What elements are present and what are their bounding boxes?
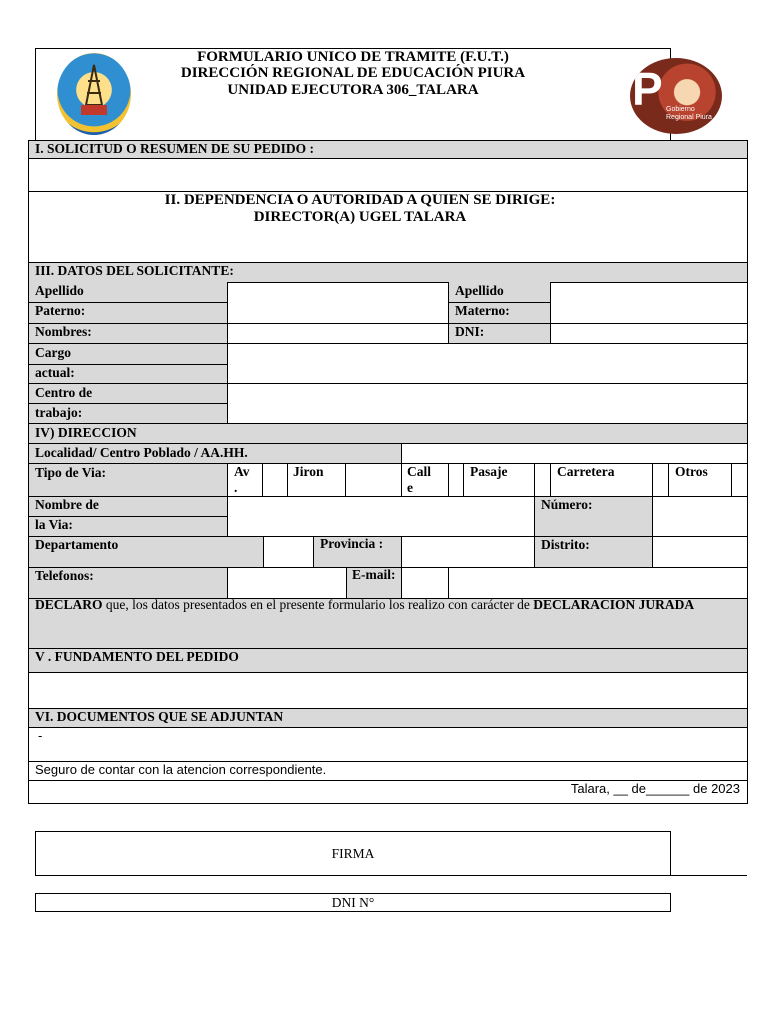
documentos-field[interactable] [28, 727, 748, 762]
dni-signature-label: DNI N° [331, 895, 375, 910]
tower-icon [57, 53, 131, 135]
label-centro-1: Centro de [35, 385, 93, 400]
label-nombres-text: Nombres: [35, 324, 92, 339]
label-apellido-materno-1: Apellido [455, 283, 504, 298]
nombres-field[interactable] [227, 323, 449, 344]
provincia-field[interactable] [401, 536, 535, 568]
label-telefonos-text: Telefonos: [35, 568, 94, 583]
pasaje-checkbox[interactable] [534, 463, 551, 497]
form-title: FORMULARIO UNICO DE TRAMITE (F.U.T.) [197, 49, 509, 65]
numero-field[interactable] [652, 496, 748, 537]
firma-label: FIRMA [331, 846, 375, 861]
apellido-paterno-field[interactable] [227, 282, 449, 324]
label-centro-2: trabajo: [35, 405, 83, 420]
label-numero-text: Número: [541, 497, 593, 512]
label-carretera: Carretera [557, 464, 615, 479]
label-dni-text: DNI: [455, 324, 485, 339]
declaration-bold-1: DECLARO [35, 597, 103, 612]
label-pasaje: Pasaje [470, 464, 508, 479]
departamento-field[interactable] [263, 536, 314, 568]
apellido-materno-field[interactable] [550, 282, 748, 324]
section-1-title: I. SOLICITUD O RESUMEN DE SU PEDIDO : [35, 141, 315, 156]
declaration-bold-2: DECLARACION JURADA [533, 597, 695, 612]
section-1-input[interactable] [28, 158, 748, 192]
calle-checkbox[interactable] [448, 463, 464, 497]
label-distrito-text: Distrito: [541, 537, 590, 552]
section-5-title: V . FUNDAMENTO DEL PEDIDO [35, 649, 239, 664]
declaration-text [35, 597, 741, 613]
section-6-title: VI. DOCUMENTOS QUE SE ADJUNTAN [35, 709, 284, 724]
label-jiron: Jiron [293, 464, 324, 479]
section-3-title: III. DATOS DEL SOLICITANTE: [35, 263, 234, 278]
logo-letter: P [632, 63, 663, 115]
label-provincia-text: Provincia : [320, 536, 384, 551]
closing-text: Seguro de contar con la atencion correspondiente. [35, 762, 327, 777]
localidad-field[interactable] [401, 443, 748, 464]
label-email-text: E-mail: [352, 567, 396, 582]
carretera-checkbox[interactable] [652, 463, 669, 497]
label-tipo-via-text: Tipo de Via: [35, 465, 107, 480]
documento-item: - [38, 728, 43, 743]
label-apellido-paterno-2: Paterno: [35, 303, 86, 318]
av-checkbox[interactable] [262, 463, 288, 497]
label-nombre-via-1: Nombre de [35, 497, 99, 512]
section-2-title: II. DEPENDENCIA O AUTORIDAD A QUIEN SE DIRIGE: [164, 192, 556, 208]
label-apellido-paterno-1: Apellido [35, 283, 84, 298]
form-subtitle: DIRECCIÓN REGIONAL DE EDUCACIÓN PIURA [180, 65, 526, 81]
label-av: Av . [234, 464, 250, 495]
label-otros: Otros [675, 464, 708, 479]
centro-field[interactable] [227, 383, 748, 424]
label-nombre-via-2: la Via: [35, 517, 73, 532]
ugel-logo [57, 53, 131, 135]
email-field-2[interactable] [448, 567, 748, 599]
gobierno-regional-logo [630, 58, 722, 134]
label-cargo-2: actual: [35, 365, 75, 380]
otros-checkbox[interactable] [731, 463, 748, 497]
jiron-checkbox[interactable] [345, 463, 402, 497]
logo-text: Gobierno Regional Piura [666, 106, 712, 121]
fundamento-field[interactable] [28, 672, 748, 709]
label-cargo-1: Cargo [35, 345, 71, 360]
label-apellido-materno-2: Materno: [455, 303, 510, 318]
section-4-title: IV) DIRECCION [35, 425, 137, 440]
closing-date: Talara, __ de______ de 2023 [570, 781, 740, 796]
firma-line-extension [671, 875, 747, 876]
nombre-via-field[interactable] [227, 496, 535, 537]
email-field-1[interactable] [401, 567, 449, 599]
form-unit: UNIDAD EJECUTORA 306_TALARA [227, 82, 479, 98]
declaration-body: que, los datos presentados en el presente formulario los realizo con carácter de [102, 597, 534, 612]
section-2-subtitle: DIRECTOR(A) UGEL TALARA [253, 209, 467, 225]
dni-field[interactable] [550, 323, 748, 344]
label-localidad-text: Localidad/ Centro Poblado / AA.HH. [35, 445, 248, 460]
cargo-field[interactable] [227, 343, 748, 384]
label-calle: Call e [407, 464, 432, 495]
distrito-field[interactable] [652, 536, 748, 568]
telefonos-field[interactable] [227, 567, 347, 599]
label-departamento-text: Departamento [35, 537, 119, 552]
